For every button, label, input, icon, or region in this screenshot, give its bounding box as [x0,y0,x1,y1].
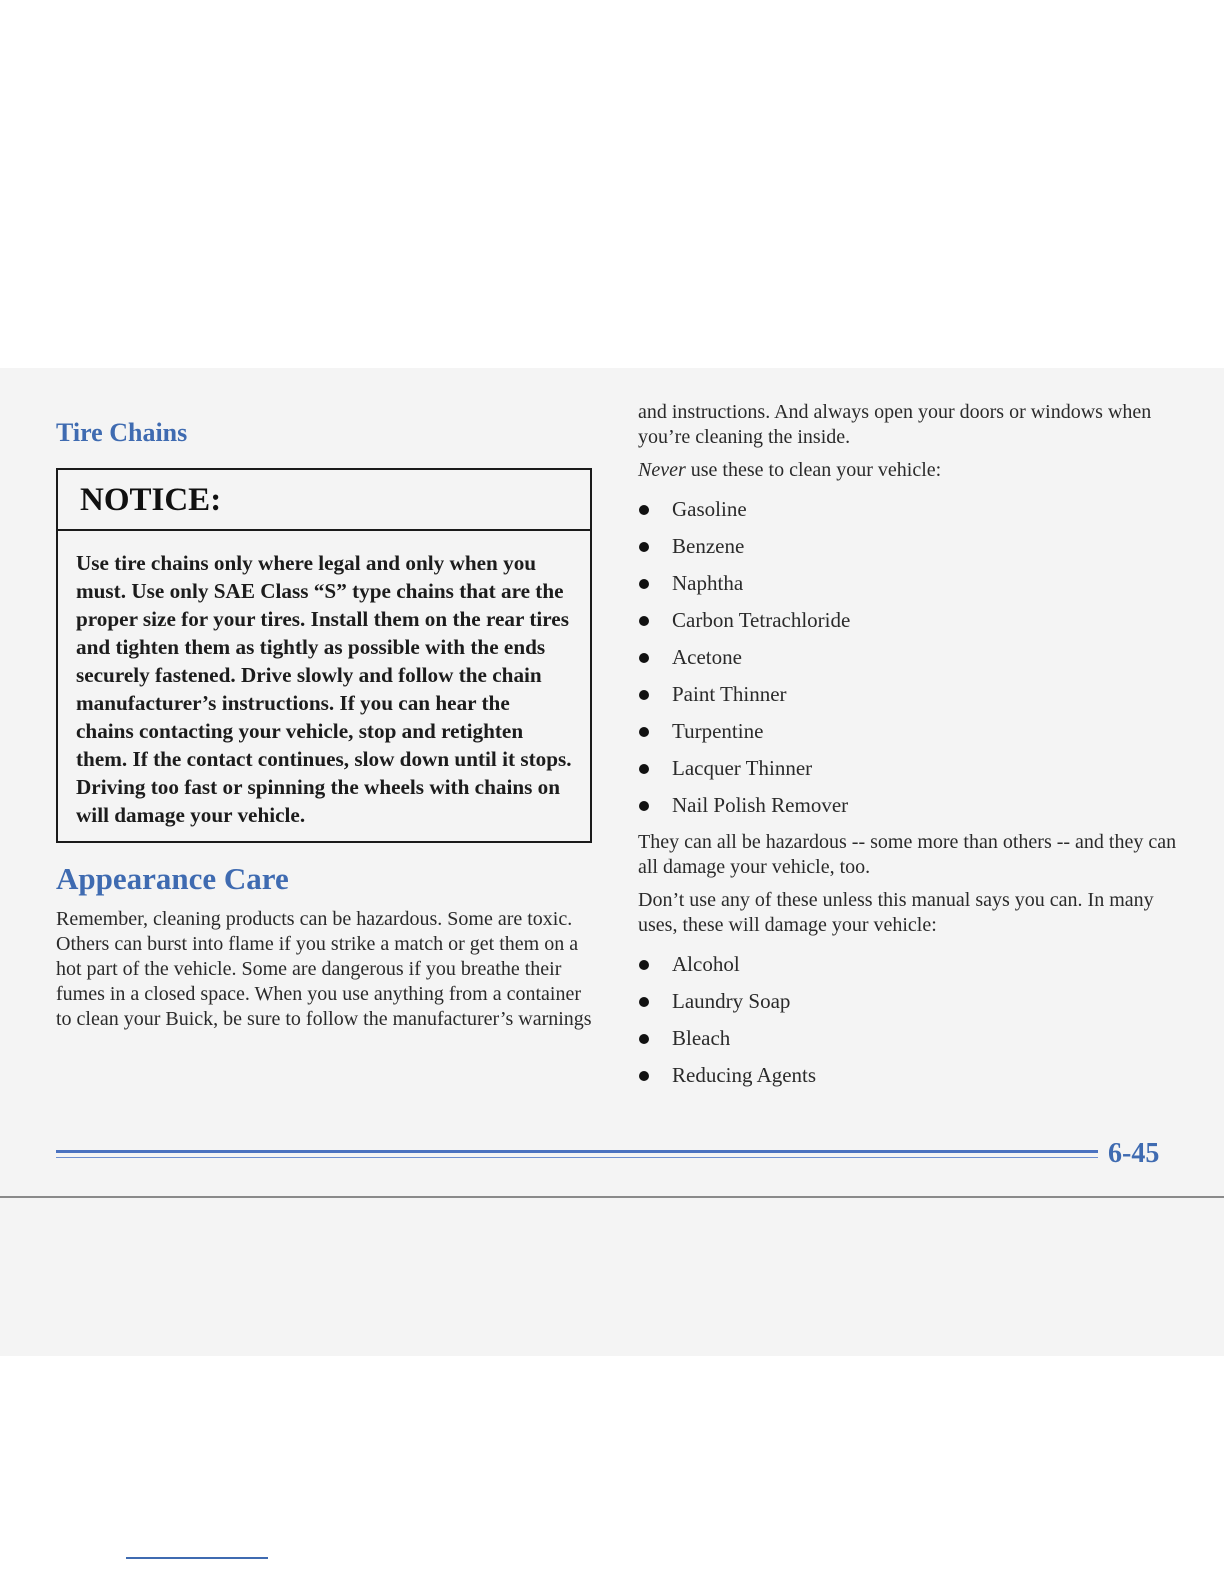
hazard-text: They can all be hazardous -- some more than others -- and they can all damage your vehicle, too. [638,831,1177,878]
never-word: Never [638,459,686,481]
list-item: Alcohol [638,946,1183,983]
tire-chains-heading: Tire Chains [56,418,188,447]
list-item: Naphtha [638,565,1183,602]
footer-rule [56,1150,1098,1153]
list-item: Carbon Tetrachloride [638,602,1183,639]
appearance-care-text: Remember, cleaning products can be hazardous. Some are toxic. Others can burst into flame if you strike a match or get them on a hot part of the vehicle. Some are dangerous if you breathe their fumes in a closed space. When you use anything from a container to clean your Buick, be sure to follow the manufacturer’s warnings [56,908,592,1030]
list-item: Benzene [638,528,1183,565]
never-intro-rest: use these to clean your vehicle: [685,459,942,481]
list-item: Nail Polish Remover [638,787,1183,824]
never-intro [638,458,1183,483]
dont-use-text: Don’t use any of these unless this manual says you can. In many uses, these will damage your vehicle: [638,889,1154,936]
notice-box [56,468,592,843]
never-use-list [638,491,1183,824]
list-item: Turpentine [638,713,1183,750]
notice-heading: NOTICE: [58,470,590,531]
list-item: Reducing Agents [638,1057,1183,1094]
list-item: Paint Thinner [638,676,1183,713]
page-edge-rule [0,1196,1224,1198]
stub-line [126,1557,268,1559]
right-column [638,400,1183,1100]
list-item: Acetone [638,639,1183,676]
list-item: Bleach [638,1020,1183,1057]
appearance-care-heading: Appearance Care [56,861,289,896]
continued-text: and instructions. And always open your doors or windows when you’re cleaning the inside. [638,401,1152,448]
list-item: Gasoline [638,491,1183,528]
page-number: 6-45 [1108,1138,1160,1169]
list-item: Laundry Soap [638,983,1183,1020]
footer-rule-thin [56,1157,1098,1158]
left-column [56,400,596,1032]
notice-text: Use tire chains only where legal and only when you must. Use only SAE Class “S” type chains that are the proper size for your tires. Install them on the rear tires and tighten them as tightly as possible with the ends securely fastened. Drive slowly and follow the chain manufacturer’s instructions. If you can hear the chains contacting your vehicle, stop and retighten them. If the contact continues, slow down until it stops. Driving too fast or spinning the wheels with chains on will damage your vehicle. [76,551,572,827]
dont-use-list [638,946,1183,1094]
list-item: Lacquer Thinner [638,750,1183,787]
